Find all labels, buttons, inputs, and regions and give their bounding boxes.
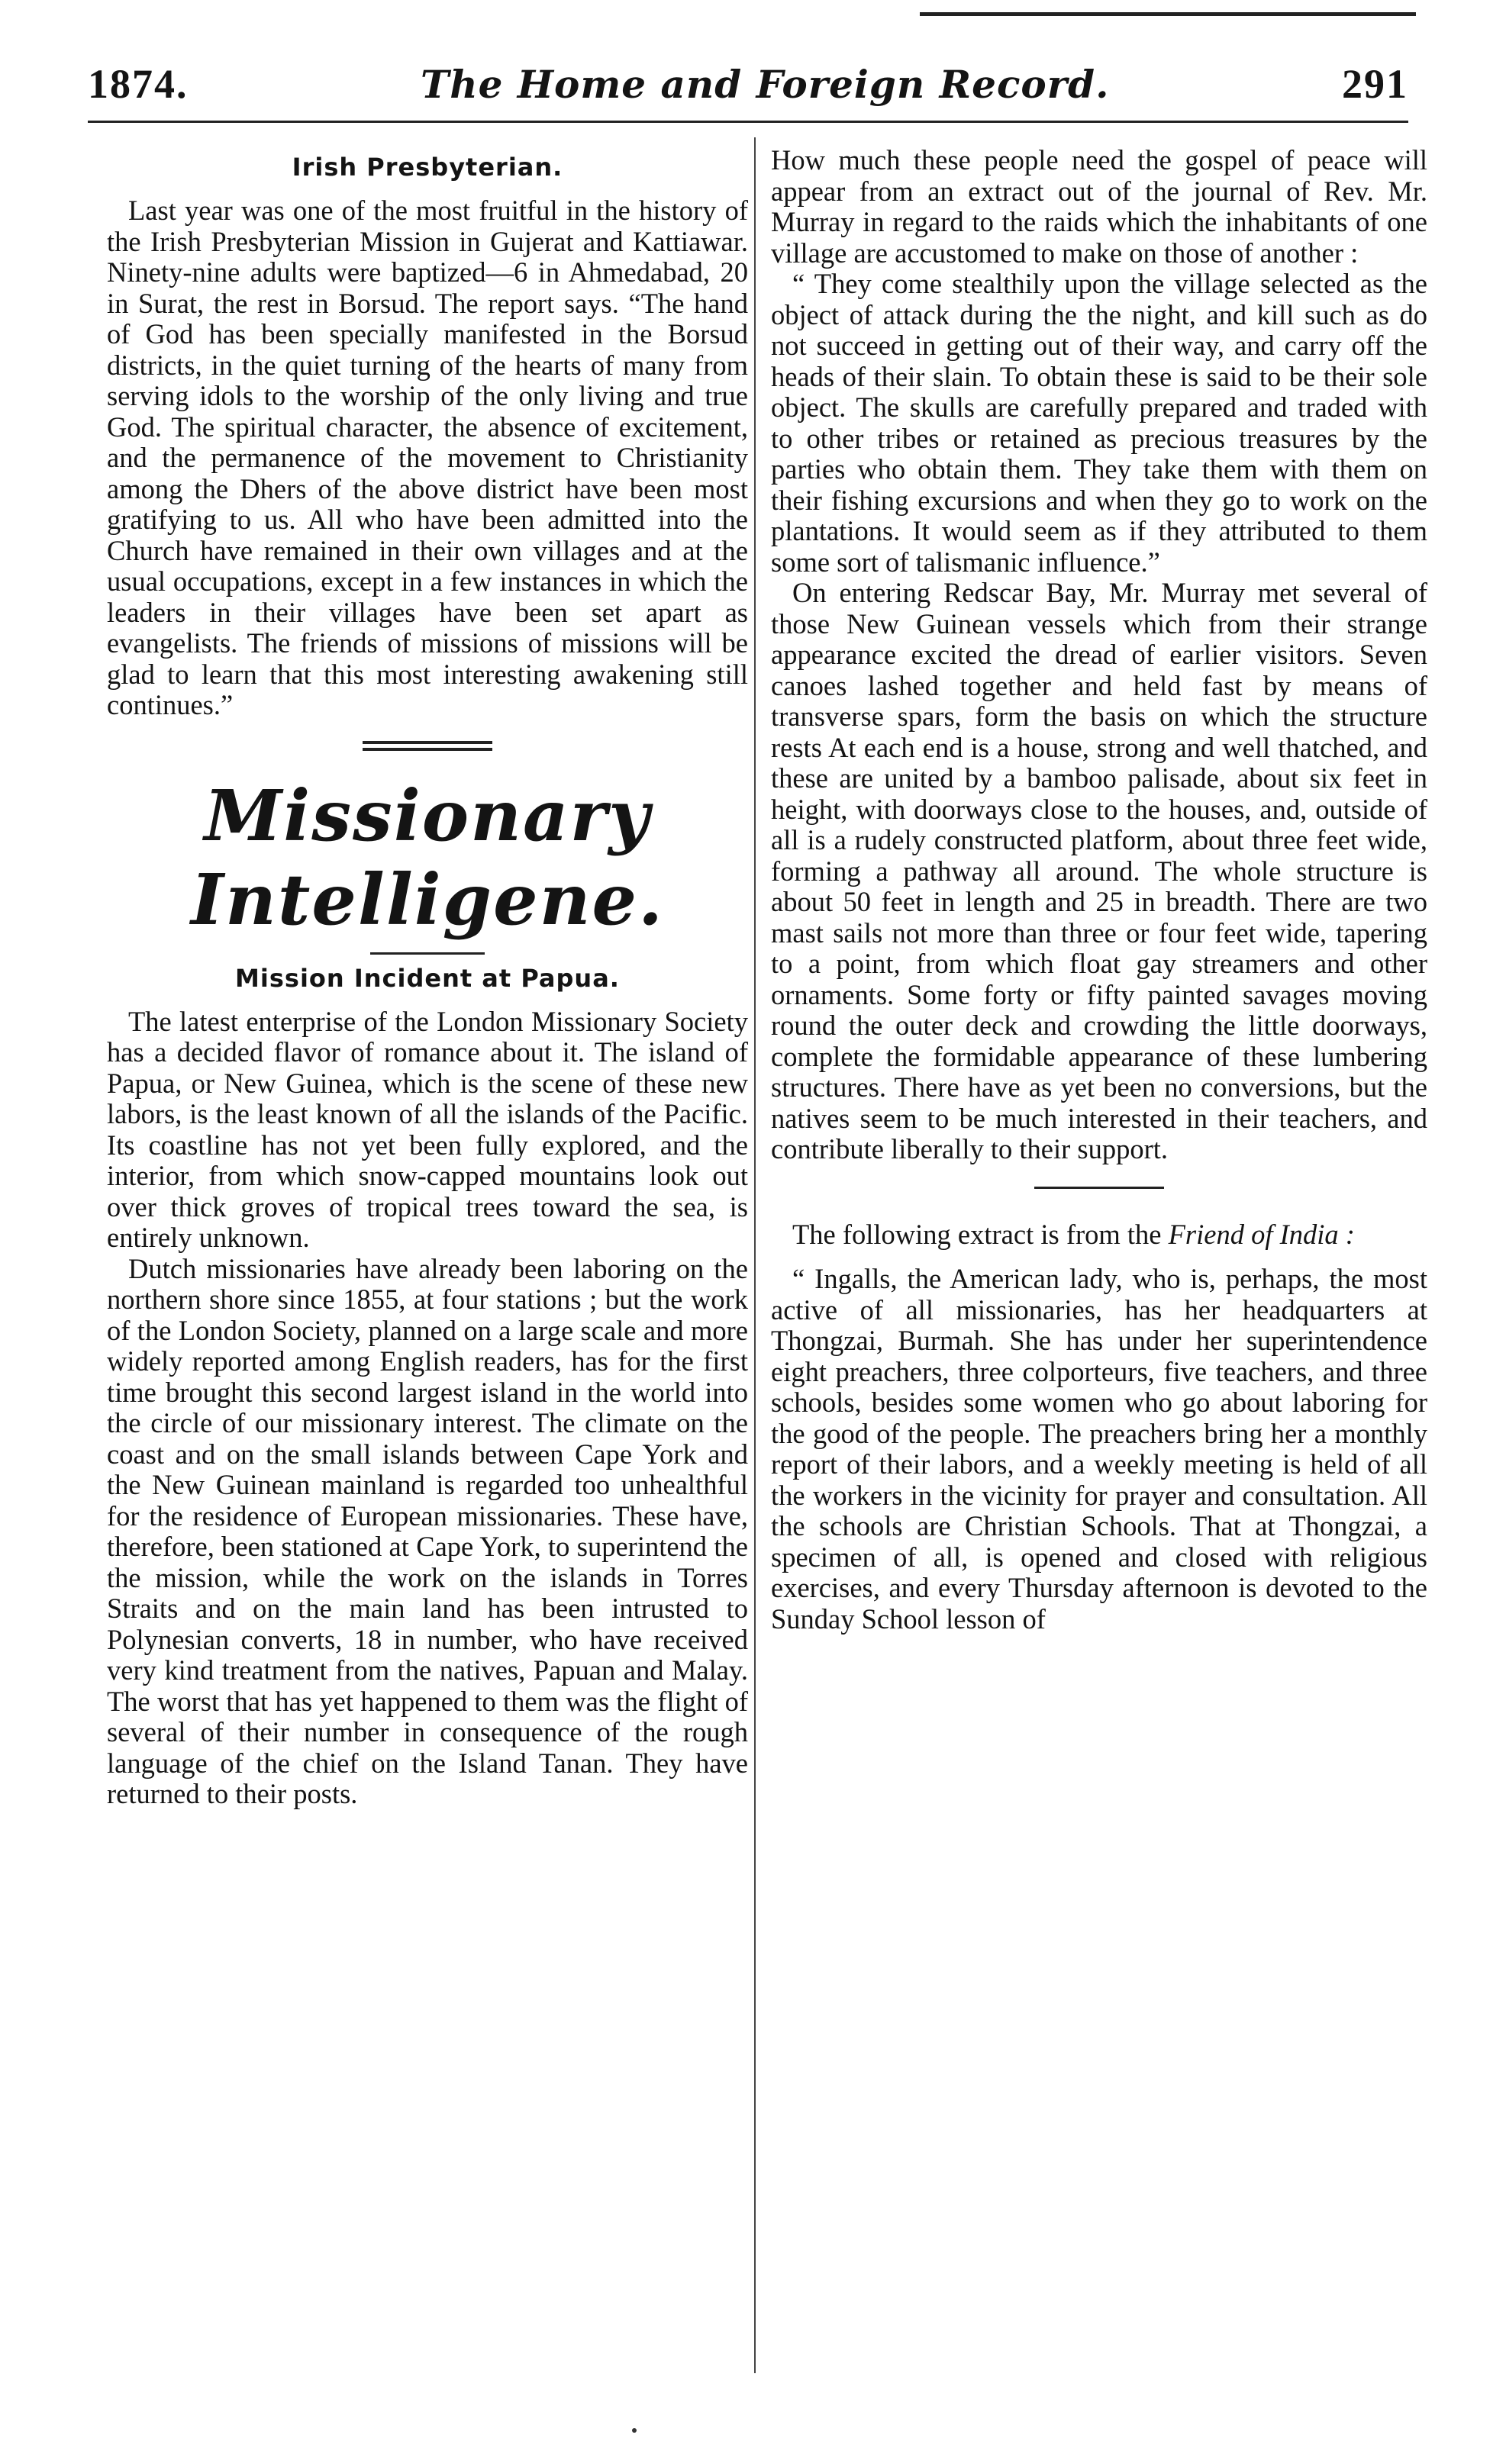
left-column	[107, 145, 748, 1810]
header-rule	[88, 121, 1408, 123]
raid-quote-paragraph: “ They come stealthily upon the village selected as the object of attack during the the night, and kill such as do not succeed in getting out of their way, and carry off the heads of their slain. To obtain these is said to be their sole object. The skulls are carefully prepared and traded with to other tribes or retained as precious treasures by the parties who obtain them. They take them with them on their fishing excursions and when they go to work on the plantations. It would seem as if they attributed to them some sort of talismanic influence.”	[771, 268, 1427, 578]
page-number: 291	[1342, 61, 1408, 107]
section-title-rule	[370, 952, 485, 955]
section-title: Missionary Intelligene.	[190, 774, 665, 941]
murray-intro-paragraph: How much these people need the gospel of peace will appear from an extract out of the journal of Rev. Mr. Murray in regard to the raids which the inhabitants of one village are accustomed to make on those of another :	[771, 144, 1427, 269]
papua-paragraph-2: Dutch missionaries have already been laboring on the northern shore since 1855, at four stations ; but the work of the London Society, planned on a large scale and more widely reported among English readers, has for the first time brought this second largest island in the world into the circle of our missionary interest. The climate on the coast and on the small islands between Cape York and the New Guinean mainland is regarded too unhealthful for the residence of European missionaries. These have, therefore, been stationed at Cape York, to superintend the the mission, while the work on the islands in Torres Straits and on the main land has been intrusted to Polynesian converts, 18 in number, who have received very kind treatment from the natives, Papuan and Malay. The worst that has yet happened to them was the flight of several of their number in consequence of the rough language of the chief on the Island Tanan. They have returned to their posts.	[107, 1252, 748, 1809]
papua-paragraph-1: The latest enterprise of the London Missionary Society has a decided flavor of romance about it. The island of Papua, or New Guinea, which is the scene of these new labors, is the least known of all the islands of the Pacific. Its coastline has not yet been fully explored, and the interior, from which snow-capped mountains look out over thick groves of tropical trees toward the sea, is entirely unknown.	[107, 1005, 748, 1253]
double-rule	[363, 741, 492, 751]
extract-intro-paragraph	[771, 1219, 1427, 1251]
journal-title: The Home and Foreign Record.	[421, 61, 1110, 107]
column-divider	[754, 137, 756, 2373]
right-column	[771, 145, 1427, 1635]
top-rule	[920, 12, 1416, 16]
extract-intro-text: The following extract is from the	[792, 1218, 1162, 1250]
irish-presbyterian-heading: Irish Presbyterian.	[292, 153, 563, 182]
ingalls-quote-paragraph: “ Ingalls, the American lady, who is, perhaps, the most active of all missionaries, has her headquarters at Thongzai, Burmah. She has under her superintendence eight preachers, three colporteurs, five teachers, and three schools, besides some women who go about laboring for the good of the people. The preachers bring her a monthly report of their labors, and a weekly meeting is held of all the workers in the vicinity for prayer and consultation. All the schools are Christian Schools. That at Thongzai, a specimen of all, is opened and closed with religious exercises, and every Thursday afternoon is devoted to the Sunday School lesson of	[771, 1263, 1427, 1635]
header-year: 1874.	[88, 61, 189, 107]
running-header	[88, 53, 1408, 114]
irish-presbyterian-paragraph: Last year was one of the most fruitful in the history of the Irish Presbyterian Mission in Gujerat and Kattiawar. Ninety-nine adults were baptized—6 in Ahmedabad, 20 in Surat, the rest in Borsud. The report says. “The hand of God has been specially manifested in the Borsud districts, in the quiet turning of the hearts of many from serving idols to the worship of the only living and true God. The spiritual character, the absence of excitement, and the permanence of the movement to Christianity among the Dhers of the above district have been most gratifying to us. All who have been admitted into the Church have remained in their own villages and at the usual occupations, except in a few instances in which the leaders in their villages have been set apart as evangelists. The friends of missions of missions will be glad to learn that this most interesting awakening still continues.”	[107, 195, 748, 720]
short-rule	[1034, 1187, 1164, 1189]
page-mark	[632, 2428, 637, 2433]
extract-source: Friend of India :	[1168, 1218, 1355, 1250]
papua-heading: Mission Incident at Papua.	[235, 963, 620, 993]
redscar-bay-paragraph: On entering Redscar Bay, Mr. Murray met several of those New Guinean vessels which from their strange appearance excited the dread of earlier visitors. Seven canoes lashed together and held fast by means of transverse spars, form the basis on which the structure rests At each end is a house, strong and well thatched, and these are united by a bamboo palisade, about six feet in height, with doorways close to the houses, and, outside of all is a rudely constructed platform, about three feet wide, forming a pathway all around. The whole structure is about 50 feet in length and 25 in breadth. There are two mast sails not more than three or four feet wide, tapering to a point, from which float gay streamers and other ornaments. Some forty or fifty painted savages moving round the outer deck and crowding the little doorways, complete the formidable appearance of these lumbering structures. There have as yet been no conversions, but the natives seem to be much interested in their teachers, and contribute liberally to their support.	[771, 577, 1427, 1164]
